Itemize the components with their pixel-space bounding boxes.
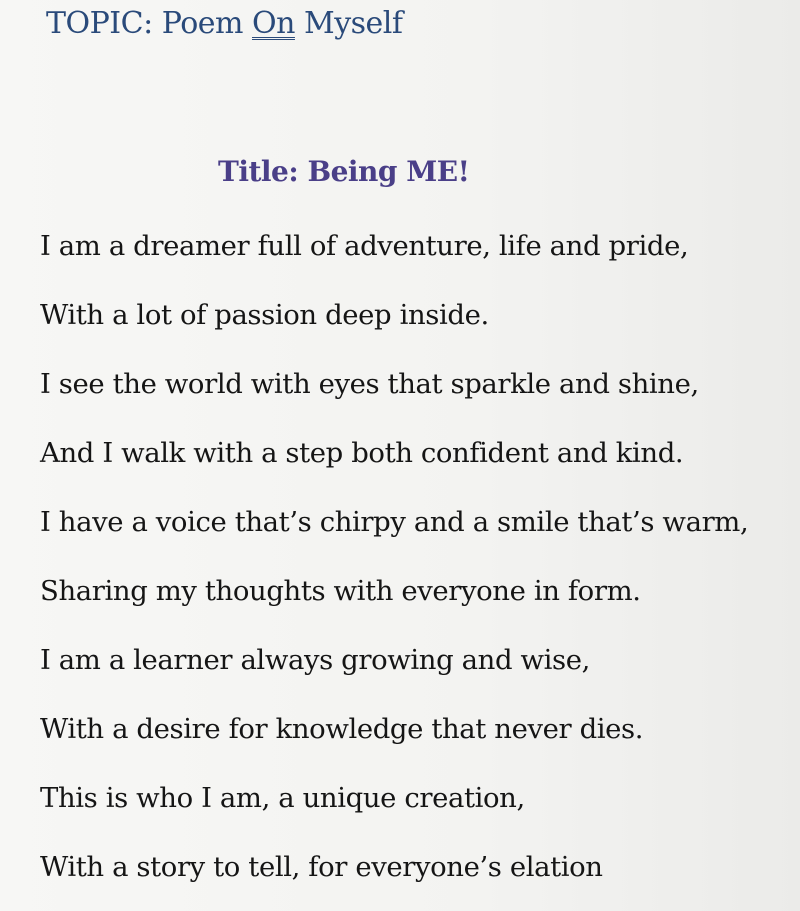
poem-line: I see the world with eyes that sparkle and shine, [40,368,699,400]
poem-line: With a story to tell, for everyone’s elation [40,851,603,883]
poem-line: With a desire for knowledge that never dies. [40,713,644,745]
topic-underlined-word: On [252,6,295,41]
poem-body [40,221,748,911]
poem-line: With a lot of passion deep inside. [40,299,489,331]
poem-line: This is who I am, a unique creation, [40,782,525,814]
topic-heading [46,6,403,41]
poem-line: Sharing my thoughts with everyone in form. [40,575,641,607]
topic-prefix: TOPIC: Poem [46,6,253,41]
poem-line: And I walk with a step both confident and kind. [40,437,684,469]
poem-line: I have a voice that’s chirpy and a smile that’s warm, [40,506,749,538]
poem-line: I am a learner always growing and wise, [40,644,590,676]
poem-title: Title: Being ME! [218,155,470,188]
poem-line: I am a dreamer full of adventure, life and pride, [40,230,689,262]
topic-suffix: Myself [294,6,403,41]
